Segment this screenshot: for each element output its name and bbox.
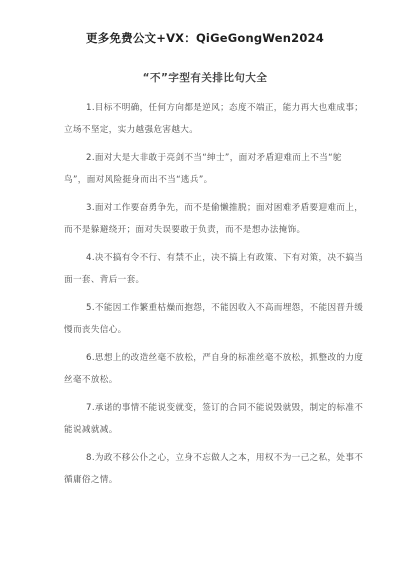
item-list <box>64 97 364 497</box>
page-title: “不”字型有关排比句大全 <box>142 72 268 84</box>
list-item: 1.目标不明确，任何方向都是逆风；态度不端正，能力再大也难成事；立场不坚定，实力越强危害越大。 <box>64 103 364 135</box>
promo-banner: 更多免费公文+VX：QiGeGongWen2024 <box>86 31 324 45</box>
list-item: 7.承诺的事情不能说变就变，签订的合同不能说毁就毁，制定的标准不能说减就减。 <box>64 403 364 435</box>
list-item: 3.面对工作要奋勇争先，而不是偷懒推脱；面对困难矛盾要迎难而上，而不是躲避绕开；面对失误要敢于负责，而不是想办法掩饰。 <box>64 203 364 235</box>
list-item: 8.为政不移公仆之心，立身不忘做人之本，用权不为一己之私，处事不循庸俗之情。 <box>64 453 364 485</box>
list-item: 6.思想上的改造丝毫不放松，严自身的标准丝毫不放松，抓整改的力度丝毫不放松。 <box>64 353 364 385</box>
list-item: 5.不能因工作繁重枯燥而抱怨，不能因收入不高而埋怨，不能因晋升缓慢而丧失信心。 <box>64 303 364 335</box>
list-item: 4.决不搞有令不行、有禁不止，决不搞上有政策、下有对策，决不搞当面一套、背后一套。 <box>64 253 364 285</box>
list-item: 2.面对大是大非敢于亮剑不当“绅士”，面对矛盾迎难而上不当“鸵鸟”，面对风险挺身而出不当“逃兵”。 <box>64 153 342 185</box>
